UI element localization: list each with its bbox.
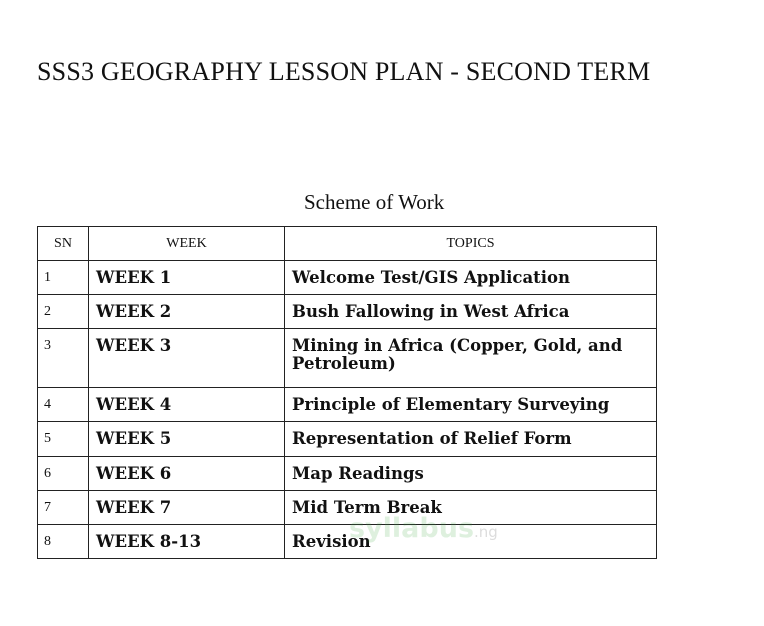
row-topic: Map Readings xyxy=(285,457,657,491)
table-row xyxy=(38,491,657,525)
header-sn: SN xyxy=(38,227,89,261)
row-week: WEEK 7 xyxy=(89,491,285,525)
row-topic: Principle of Elementary Surveying xyxy=(285,388,657,422)
scheme-of-work-table xyxy=(37,226,657,559)
header-week: WEEK xyxy=(89,227,285,261)
row-week: WEEK 4 xyxy=(89,388,285,422)
row-week: WEEK 3 xyxy=(89,329,285,388)
table-row xyxy=(38,525,657,559)
row-sn: 7 xyxy=(38,491,89,525)
table-row xyxy=(38,457,657,491)
table-row xyxy=(38,329,657,388)
row-topic: Mining in Africa (Copper, Gold, and Petroleum) xyxy=(285,329,657,388)
row-topic: Mid Term Break xyxy=(285,491,657,525)
row-week: WEEK 2 xyxy=(89,295,285,329)
row-week: WEEK 1 xyxy=(89,261,285,295)
header-topics: TOPICS xyxy=(285,227,657,261)
row-sn: 2 xyxy=(38,295,89,329)
document-title: SSS3 GEOGRAPHY LESSON PLAN - SECOND TERM xyxy=(37,57,651,86)
row-sn: 1 xyxy=(38,261,89,295)
table-header-row xyxy=(38,227,657,261)
table-row xyxy=(38,388,657,422)
row-sn: 5 xyxy=(38,422,89,457)
row-week: WEEK 5 xyxy=(89,422,285,457)
watermark-text: syllabus xyxy=(349,513,475,544)
row-sn: 6 xyxy=(38,457,89,491)
row-topic: Representation of Relief Form xyxy=(285,422,657,457)
row-topic: Bush Fallowing in West Africa xyxy=(285,295,657,329)
watermark-tld: .ng xyxy=(474,523,498,541)
table-row xyxy=(38,295,657,329)
table-row xyxy=(38,422,657,457)
row-sn: 4 xyxy=(38,388,89,422)
row-week: WEEK 6 xyxy=(89,457,285,491)
row-sn: 3 xyxy=(38,329,89,388)
table-caption: Scheme of Work xyxy=(304,190,445,214)
table-row xyxy=(38,261,657,295)
row-topic: Welcome Test/GIS Application xyxy=(285,261,657,295)
row-topic: Revision xyxy=(285,525,657,559)
row-week: WEEK 8-13 xyxy=(89,525,285,559)
row-sn: 8 xyxy=(38,525,89,559)
